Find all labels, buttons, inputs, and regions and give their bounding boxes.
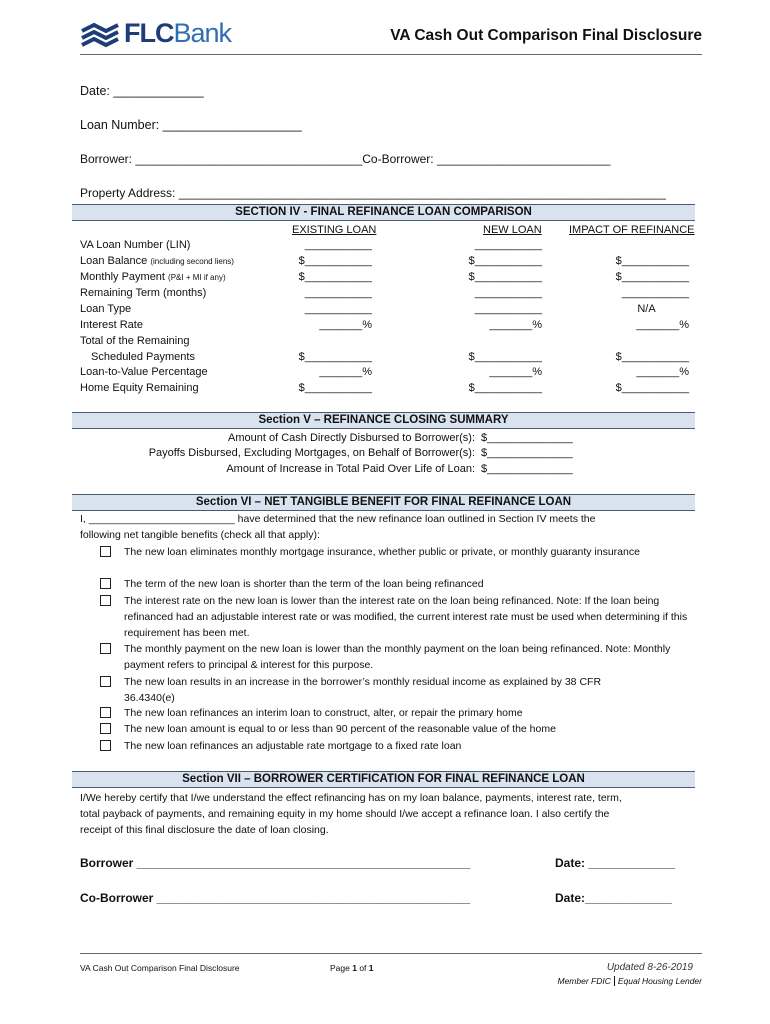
borrower-date-line[interactable]: Date: _____________ [555, 856, 676, 870]
loan-number-field[interactable]: Loan Number: ____________________ [80, 118, 302, 132]
column-existing-loan: EXISTING LOAN [292, 224, 377, 236]
existing-value[interactable]: $___________ [298, 382, 372, 394]
ntb-checkbox[interactable] [100, 578, 111, 589]
header-divider [80, 54, 702, 55]
logo [80, 20, 245, 50]
existing-value[interactable]: _______% [319, 319, 372, 331]
section-4-header: SECTION IV - FINAL REFINANCE LOAN COMPARISON [72, 204, 695, 221]
ntb-item-text: The new loan results in an increase in the borrower’s monthly residual income as explained by 38 CFR 36.4340(e) [124, 676, 602, 704]
summary-label: Payoffs Disbursed, Excluding Mortgages, on Behalf of Borrower(s): [148, 447, 475, 459]
ntb-item-text: The interest rate on the new loan is lower than the interest rate on the loan being refinanced. Note: If the loan being refinanced had an adjustable interest rate or was modified, the current interest rate must be used when determining if this requirement has been met. [124, 595, 688, 639]
ntb-checkbox[interactable] [100, 595, 111, 606]
row-label: Scheduled Payments [91, 351, 195, 363]
impact-value[interactable]: $___________ [615, 255, 689, 267]
new-value[interactable]: $___________ [468, 271, 542, 283]
certification-line-2: total payback of payments, and remaining equity in my home should I/we accept a refinance loan. I also certify the [80, 808, 610, 820]
row-label: VA Loan Number (LIN) [80, 239, 191, 251]
row-label: Loan Type [80, 303, 132, 315]
footer-updated: Updated 8-26-2019 [606, 962, 693, 973]
row-label: Interest Rate [80, 319, 143, 331]
summary-label: Amount of Increase in Total Paid Over Life of Loan: [226, 463, 475, 475]
impact-value[interactable]: $___________ [615, 351, 689, 363]
existing-value[interactable]: $___________ [298, 271, 372, 283]
certification-line-1: I/We hereby certify that I/we understand the effect refinancing has on my loan balance, payments, interest rate, term, [80, 792, 622, 804]
impact-value[interactable]: _______% [636, 319, 689, 331]
row-label: Monthly Payment (P&I + MI if any) [80, 271, 226, 283]
summary-value[interactable]: $______________ [481, 447, 573, 459]
row-label: Home Equity Remaining [80, 382, 199, 394]
footer-form-name: VA Cash Out Comparison Final Disclosure [80, 963, 240, 973]
ntb-checkbox[interactable] [100, 707, 111, 718]
row-note: (including second liens) [150, 257, 234, 266]
ntb-intro-line-2: following net tangible benefits (check all that apply): [80, 529, 320, 541]
ntb-item-text: The new loan refinances an interim loan to construct, alter, or repair the primary home [124, 707, 523, 719]
new-value[interactable]: _______% [489, 366, 542, 378]
section-5-header: Section V – REFINANCE CLOSING SUMMARY [72, 412, 695, 429]
ntb-item-text: The monthly payment on the new loan is lower than the monthly payment on the loan being refinanced. Note: Monthly payment refers to principal & interest for this purpose. [124, 643, 671, 671]
impact-value[interactable]: ___________ [621, 287, 689, 299]
summary-value[interactable]: $______________ [481, 463, 573, 475]
property-address-field[interactable]: Property Address: _________________________________________________________________________ [80, 186, 666, 200]
existing-value[interactable]: ___________ [304, 303, 372, 315]
ntb-item-text: The term of the new loan is shorter than the term of the loan being refinanced [124, 578, 484, 590]
row-label: Total of the Remaining [80, 335, 190, 347]
existing-value[interactable]: ___________ [304, 239, 372, 251]
borrower-signature-line[interactable]: Borrower __________________________________________________ [80, 856, 471, 870]
existing-value[interactable]: $___________ [298, 255, 372, 267]
row-label: Loan-to-Value Percentage [80, 366, 208, 378]
flc-logo-icon [80, 21, 124, 49]
member-fdic: Member FDIC [557, 976, 611, 986]
ntb-checkbox[interactable] [100, 546, 111, 557]
row-note: (P&I + MI if any) [168, 273, 226, 282]
equal-housing-lender: Equal Housing Lender [617, 976, 702, 986]
ntb-checkbox[interactable] [100, 723, 111, 734]
ntb-item-text: The new loan amount is equal to or less than 90 percent of the reasonable value of the home [124, 723, 556, 735]
column-new-loan: NEW LOAN [483, 224, 542, 236]
ntb-checkbox[interactable] [100, 740, 111, 751]
new-value[interactable]: $___________ [468, 351, 542, 363]
logo-text-flc: FLC [124, 18, 174, 48]
impact-value: N/A [637, 303, 656, 315]
page-number: Page 1 of 1 [330, 963, 374, 973]
new-value[interactable]: $___________ [468, 382, 542, 394]
logo-text-bank: Bank [173, 18, 232, 48]
footer-divider [80, 953, 702, 954]
date-field[interactable]: Date: _____________ [80, 84, 204, 98]
ntb-item-text: The new loan eliminates monthly mortgage insurance, whether public or private, or monthly guaranty insurance [124, 546, 640, 558]
section-7-header: Section VII – BORROWER CERTIFICATION FOR FINAL REFINANCE LOAN [72, 771, 695, 788]
ntb-intro-line-1: I, _________________________ have determined that the new refinance loan outlined in Section IV meets the [80, 513, 596, 525]
coborrower-signature-line[interactable]: Co-Borrower _______________________________________________ [80, 891, 471, 905]
row-label: Loan Balance (including second liens) [80, 255, 234, 267]
new-value[interactable]: ___________ [474, 287, 542, 299]
column-impact: IMPACT OF REFINANCE [569, 224, 695, 236]
impact-value[interactable]: $___________ [615, 271, 689, 283]
summary-value[interactable]: $______________ [481, 432, 573, 444]
section-6-header: Section VI – NET TANGIBLE BENEFIT FOR FINAL REFINANCE LOAN [72, 494, 695, 511]
new-value[interactable]: _______% [489, 319, 542, 331]
impact-value[interactable]: _______% [636, 366, 689, 378]
row-label: Remaining Term (months) [80, 287, 207, 299]
certification-line-3: receipt of this final disclosure the date of loan closing. [80, 824, 329, 836]
borrower-field[interactable]: Borrower: __________________________________Co-Borrower: __________________________ [80, 152, 611, 166]
footer-member-info [558, 976, 703, 986]
existing-value[interactable]: $___________ [298, 351, 372, 363]
ntb-checkbox[interactable] [100, 643, 111, 654]
ntb-checkbox[interactable] [100, 676, 111, 687]
existing-value[interactable]: ___________ [304, 287, 372, 299]
new-value[interactable]: ___________ [474, 239, 542, 251]
coborrower-date-line[interactable]: Date:_____________ [555, 891, 672, 905]
existing-value[interactable]: _______% [319, 366, 372, 378]
footer-separator [614, 976, 615, 986]
new-value[interactable]: ___________ [474, 303, 542, 315]
page-title: VA Cash Out Comparison Final Disclosure [390, 27, 702, 44]
new-value[interactable]: $___________ [468, 255, 542, 267]
ntb-item-text: The new loan refinances an adjustable rate mortgage to a fixed rate loan [124, 740, 462, 752]
impact-value[interactable]: $___________ [615, 382, 689, 394]
summary-label: Amount of Cash Directly Disbursed to Borrower(s): [228, 432, 475, 444]
